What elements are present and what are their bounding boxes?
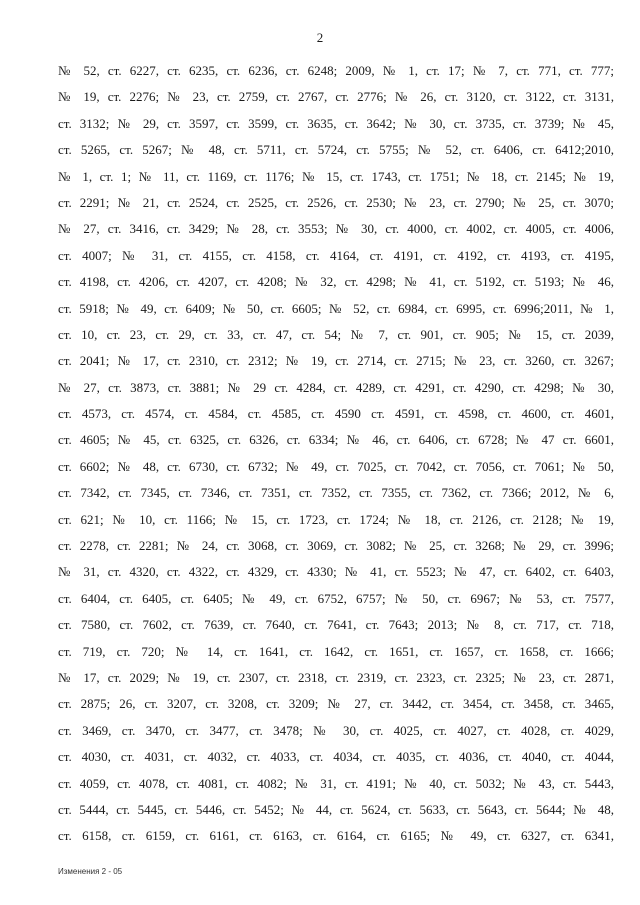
footer-note: Изменения 2 - 05 bbox=[58, 867, 123, 876]
text-line: ст. 4059, ст. 4078, ст. 4081, ст. 4082; № 31, ст. 4191; № 40, ст. 5032; № 43, ст. 5443, bbox=[58, 775, 614, 791]
text-line: ст. 5444, ст. 5445, ст. 5446, ст. 5452; № 44, ст. 5624, ст. 5633, ст. 5643, ст. 5644; № 48, bbox=[58, 801, 614, 817]
text-line: ст. 4198, ст. 4206, ст. 4207, ст. 4208; № 32, ст. 4298; № 41, ст. 5192, ст. 5193; № 46, bbox=[58, 274, 614, 290]
text-line: ст. 621; № 10, ст. 1166; № 15, ст. 1723, ст. 1724; № 18, ст. 2126, ст. 2128; № 19, bbox=[58, 511, 614, 527]
text-line: № 31, ст. 4320, ст. 4322, ст. 4329, ст. 4330; № 41, ст. 5523; № 47, ст. 6402, ст. 6403, bbox=[58, 564, 614, 580]
text-line: ст. 2291; № 21, ст. 2524, ст. 2525, ст. 2526, ст. 2530; № 23, ст. 2790; № 25, ст. 3070; bbox=[58, 194, 614, 210]
text-line: ст. 2875; 26, ст. 3207, ст. 3208, ст. 3209; № 27, ст. 3442, ст. 3454, ст. 3458, ст. 3465, bbox=[58, 696, 614, 712]
text-line: ст. 6602; № 48, ст. 6730, ст. 6732; № 49, ст. 7025, ст. 7042, ст. 7056, ст. 7061; № 50, bbox=[58, 458, 614, 474]
document-body-text bbox=[58, 58, 614, 850]
text-line: ст. 3132; № 29, ст. 3597, ст. 3599, ст. 3635, ст. 3642; № 30, ст. 3735, ст. 3739; № 45, bbox=[58, 115, 614, 131]
text-line: ст. 4573, ст. 4574, ст. 4584, ст. 4585, ст. 4590 ст. 4591, ст. 4598, ст. 4600, ст. 4601, bbox=[58, 406, 614, 422]
page-number: 2 bbox=[316, 30, 324, 45]
text-line: ст. 4030, ст. 4031, ст. 4032, ст. 4033, ст. 4034, ст. 4035, ст. 4036, ст. 4040, ст. 4044, bbox=[58, 749, 614, 765]
text-line: № 27, ст. 3873, ст. 3881; № 29 ст. 4284, ст. 4289, ст. 4291, ст. 4290, ст. 4298; № 30, bbox=[58, 379, 614, 395]
text-line: № 27, ст. 3416, ст. 3429; № 28, ст. 3553; № 30, ст. 4000, ст. 4002, ст. 4005, ст. 4006, bbox=[58, 221, 614, 237]
text-line: № 52, ст. 6227, ст. 6235, ст. 6236, ст. 6248; 2009, № 1, ст. 17; № 7, ст. 771, ст. 777; bbox=[58, 63, 614, 78]
text-line: ст. 7342, ст. 7345, ст. 7346, ст. 7351, ст. 7352, ст. 7355, ст. 7362, ст. 7366; 2012, № 6, bbox=[58, 485, 614, 501]
text-line: ст. 10, ст. 23, ст. 29, ст. 33, ст. 47, ст. 54; № 7, ст. 901, ст. 905; № 15, ст. 2039, bbox=[58, 326, 614, 342]
text-line: ст. 2278, ст. 2281; № 24, ст. 3068, ст. 3069, ст. 3082; № 25, ст. 3268; № 29, ст. 3996; bbox=[58, 538, 614, 554]
text-line: ст. 6404, ст. 6405, ст. 6405; № 49, ст. 6752, 6757; № 50, ст. 6967; № 53, ст. 7577, bbox=[58, 590, 614, 606]
text-line: ст. 6158, ст. 6159, ст. 6161, ст. 6163, ст. 6164, ст. 6165; № 49, ст. 6327, ст. 6341, bbox=[58, 828, 614, 844]
text-line: ст. 4007; № 31, ст. 4155, ст. 4158, ст. 4164, ст. 4191, ст. 4192, ст. 4193, ст. 4195, bbox=[58, 247, 614, 263]
text-line: ст. 3469, ст. 3470, ст. 3477, ст. 3478; № 30, ст. 4025, ст. 4027, ст. 4028, ст. 4029, bbox=[58, 722, 614, 738]
text-line: ст. 719, ст. 720; № 14, ст. 1641, ст. 1642, ст. 1651, ст. 1657, ст. 1658, ст. 1666; bbox=[58, 643, 614, 659]
text-line: ст. 7580, ст. 7602, ст. 7639, ст. 7640, ст. 7641, ст. 7643; 2013; № 8, ст. 717, ст. 718, bbox=[58, 617, 614, 633]
text-line: ст. 5918; № 49, ст. 6409; № 50, ст. 6605; № 52, ст. 6984, ст. 6995, ст. 6996;2011, № 1, bbox=[58, 300, 614, 316]
text-line: № 1, ст. 1; № 11, ст. 1169, ст. 1176; № 15, ст. 1743, ст. 1751; № 18, ст. 2145; № 19, bbox=[58, 168, 614, 184]
text-line: № 17, ст. 2029; № 19, ст. 2307, ст. 2318, ст. 2319, ст. 2323, ст. 2325; № 23, ст. 2871, bbox=[58, 669, 614, 685]
text-line: № 19, ст. 2276; № 23, ст. 2759, ст. 2767, ст. 2776; № 26, ст. 3120, ст. 3122, ст. 3131, bbox=[58, 89, 614, 105]
text-line: ст. 4605; № 45, ст. 6325, ст. 6326, ст. 6334; № 46, ст. 6406, ст. 6728; № 47 ст. 6601, bbox=[58, 432, 614, 448]
text-line: ст. 2041; № 17, ст. 2310, ст. 2312; № 19, ст. 2714, ст. 2715; № 23, ст. 3260, ст. 3267; bbox=[58, 353, 614, 369]
text-line: ст. 5265, ст. 5267; № 48, ст. 5711, ст. 5724, ст. 5755; № 52, ст. 6406, ст. 6412;2010, bbox=[58, 142, 614, 158]
